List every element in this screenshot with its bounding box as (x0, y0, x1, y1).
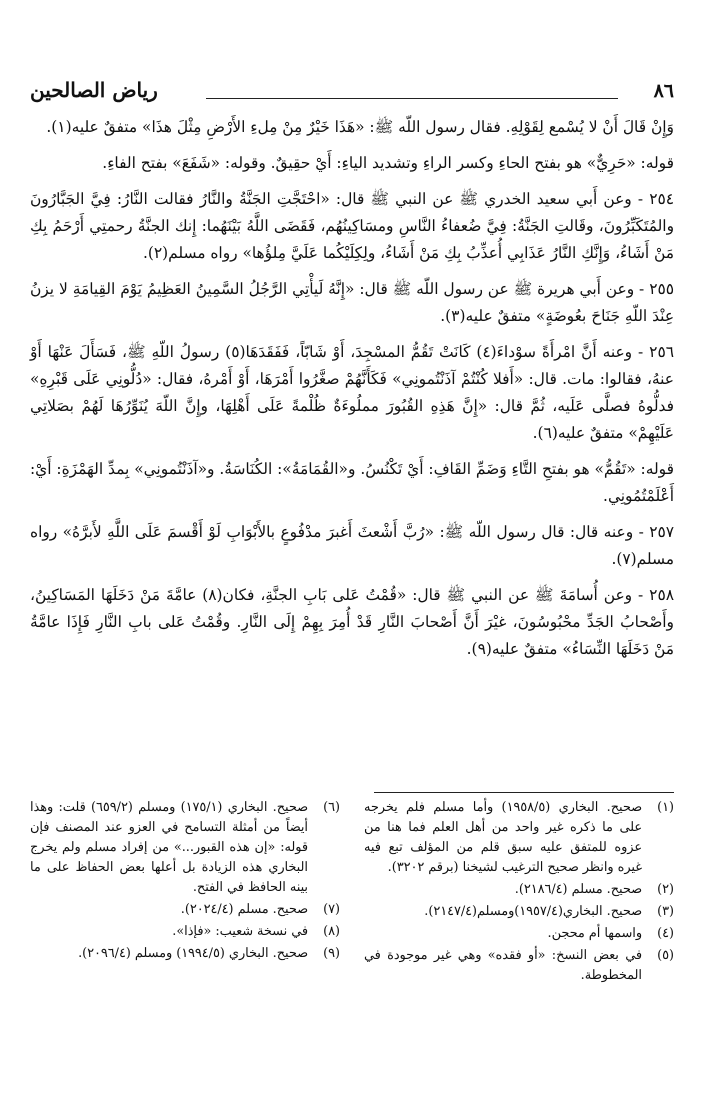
footnote-number: (٦) (323, 800, 340, 815)
footnote (30, 900, 340, 920)
footnote-number: (٢) (657, 882, 674, 897)
main-text (30, 114, 674, 672)
paragraph-gloss-256: قوله: «تَقُمُّ» هو بفتحِ التَّاءِ وَضَمِّ القَافِ: أَيْ تَكْنُسُ. و«القُمَامَةُ»: الكُنَاسَةُ. و«آذَنْتُمونِي» بِمدِّ الهَمْزَةِ: أَيْ: أَعْلَمْتُمُونِي. (30, 460, 674, 505)
footnote (30, 922, 340, 942)
footnote-text: صحيح. البخاري (١٩٩٤/٥) ومسلم (٢٠٩٦/٤). (78, 946, 308, 961)
hadith-257: ٢٥٧ - وعنه قال: قال رسول اللّه ﷺ: «رُبَّ أَشْعثَ أَغبرَ مدْفُوعٍ بالأَبْوَابِ لَوْ أَقْسمَ عَلَى اللَّهِ لأَبرَّهُ» رواه مسلم(٧). (30, 523, 674, 568)
page-header (30, 76, 674, 110)
footnote-text: صحيح. مسلم (٢٠٢٤/٤). (180, 902, 308, 917)
footnote (364, 946, 674, 986)
footnote (364, 798, 674, 878)
footnotes (30, 798, 674, 988)
footnote-text: صحيح. البخاري (١٧٥/١) ومسلم (٦٥٩/٢) قلت: وهذا أيضاً من أمثلة التسامح في العزو عند المصنف فإن قوله: «إن هذه القبور...» من إفراد مسلم ولم يخرج البخاري هذه الزيادة بل أعلها بعض الحفاظ على ما بينه الحافظ في الفتح. (30, 800, 308, 895)
footnotes-left-column (30, 798, 340, 988)
paragraph-gloss: قوله: «حَرِيٌّ» هو بفتح الحاءِ وكسر الراءِ وتشديد الياءِ: أَيْ حقِيقٌ. وقوله: «شَفَعَ» بفتح الفاءِ. (102, 154, 674, 172)
footnote-number: (٨) (323, 924, 340, 939)
footnote-number: (٤) (657, 926, 674, 941)
header-rule (206, 98, 618, 99)
footnote-number: (١) (657, 800, 674, 815)
hadith-254: ٢٥٤ - وعن أَبي سعيد الخدري ﷺ عن النبي ﷺ قال: «احْتَجَّتِ الجَنَّةُ والنَّارُ فقالت النَّارُ: فِيَّ الجَبَّارُونَ والمُتَكَبِّرُونَ، وقَالتِ الجَنَّةُ: فِيَّ ضُعفاءُ النَّاسِ ومسَاكِينُهُم، فَقَضَى اللَّهُ بَيْنَهُما: إِنك الجنَّةُ رحمتِي أَرْحَمُ بِكِ مَنْ أَشَاءُ، وَإِنَّكِ النَّارُ عَذَابِي أُعذِّبُ بِكِ مَنْ أَشَاءُ، ولِكِلَيْكُما عَلَيَّ مِلؤُها» رواه مسلم(٢). (30, 190, 674, 262)
footnote-number: (٧) (323, 902, 340, 917)
footnote-text: في نسخة شعيب: «فإذا». (172, 924, 308, 939)
hadith-258: ٢٥٨ - وعن أُسامَةَ ﷺ عن النبي ﷺ قال: «قُمْتُ عَلى بَابِ الجنَّةِ، فكان(٨) عامَّةَ مَنْ دَخَلَهَا المَسَاكِينُ، وأَصْحابُ الجَدِّ محْبُوسُونَ، غيْرَ أَنَّ أَصْحابَ النَّارِ قَدْ أُمِرَ بِهِمْ إِلَى النَّارِ. وقُمْتُ عَلى بابِ النَّارِ فَإِذَا عامَّةُ مَنْ دَخَلَهَا النِّسَاءُ» متفقٌ عليه(٩). (30, 586, 674, 658)
footnote (364, 880, 674, 900)
footnote-text: واسمها أم محجن. (547, 926, 642, 941)
footnote (30, 944, 340, 964)
footnote-number: (٥) (657, 948, 674, 963)
footnote-text: صحيح. البخاري(١٩٥٧/٤)ومسلم(٢١٤٧/٤). (424, 904, 642, 919)
footnote-text: صحيح. البخاري (١٩٥٨/٥) وأما مسلم فلم يخرجه على ما ذكره غير واحد من أهل العلم فما هنا من عزوه للمتفق عليه سبق قلم من المؤلف تبع فيه غيره وانظر صحيح الترغيب لشيخنا (برقم ٣٢٠٢). (364, 800, 642, 875)
footnote-text: في بعض النسخ: «أو فقده» وهي غير موجودة في المخطوطة. (364, 948, 642, 983)
footnote-rule (374, 792, 674, 793)
footnote (30, 798, 340, 898)
page-number: ٨٦ (653, 80, 674, 102)
hadith-256: ٢٥٦ - وعنه أَنَّ امْرأَةً سوْداءَ(٤) كَانَتْ تَقُمُّ المسْجِدَ، أَوْ شَابّاً، فَفَقَدَهَا(٥) رسولُ اللّهِ ﷺ، فَسَأَلَ عَنْهَا أَوْ عنهُ، فقالوا: مات. قال: «أَفلا كُنْتُمْ آذَنْتُمونِي» فَكَأَنَّهُمْ صغَّرُوا أَمْرَهَا، أَوْ أَمْرهُ، فقال: «دُلُّونِي عَلَى قَبْرِهِ» فدلُّوهُ فصلَّى عَلَيه، ثُمَّ قال: «إِنَّ هَذِهِ القُبُورَ مملُوءَةٌ ظُلْمةً عَلَى أَهْلِهَا، وإِنَّ اللّهَ يُنَوِّرُهَا لَهُمْ بصَلاتِي عَلَيْهِمْ» متفقٌ عليه(٦). (30, 343, 674, 442)
footnote-number: (٣) (657, 904, 674, 919)
book-title: رياض الصالحين (30, 78, 158, 102)
footnotes-right-column (364, 798, 674, 988)
paragraph-continuation: وَإِنْ قَالَ أَنْ لا يُسْمع لِقَوْلِهِ. فقال رسول اللّه ﷺ: «هَذَا خَيْرٌ مِنْ مِلءِ الأَرْضِ مِثْلَ هذَا» متفقٌ عليه(١). (46, 118, 674, 136)
footnote-text: صحيح. مسلم (٢١٨٦/٤). (514, 882, 642, 897)
footnote (364, 924, 674, 944)
hadith-255: ٢٥٥ - وعن أَبي هريرة ﷺ عن رسول اللّه ﷺ قال: «إِنَّهُ لَيأْتِي الرَّجُلُ السَّمِينُ العَظِيمُ يَوْمَ القِيامَةِ لا يزنُ عِنْدَ اللّهِ جَنَاحَ بعُوضَةٍ» متفقٌ عليه(٣). (30, 280, 674, 325)
footnote (364, 902, 674, 922)
footnote-number: (٩) (323, 946, 340, 961)
